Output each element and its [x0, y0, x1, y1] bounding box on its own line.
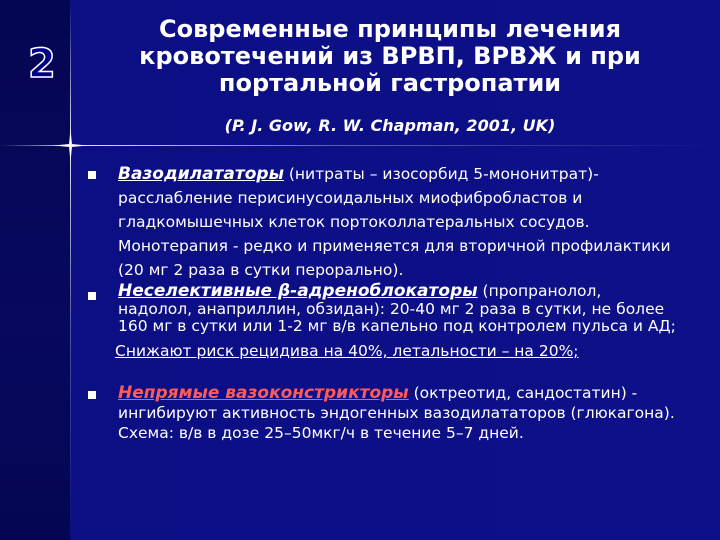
bullet-text-continued: надолол, анаприллин, обзидан): 20-40 мг 2 раза в сутки, не более 160 мг в сутки или 1-2 мг в/в капельно под контролем пульса и АД; — [118, 300, 676, 335]
bullet-text: (октреотид, сандостатин) - ингибируют активность эндогенных вазодилататоров (глюкагона). Схема: в/в в дозе 25–50мкг/ч в течение 5–7 дней. — [118, 384, 675, 442]
bullet-item-vasoconstrictors — [88, 383, 688, 443]
bullet-note: Снижают риск рецидива на 40%, летальности – на 20%; — [115, 342, 579, 360]
square-bullet-icon — [88, 171, 96, 179]
bullet-term: Непрямые вазоконстрикторы — [118, 383, 409, 403]
square-bullet-icon — [88, 391, 96, 399]
bullet-term: Вазодилататоры — [118, 164, 284, 184]
bullet-list — [88, 162, 688, 443]
bullet-text: (нитраты – изосорбид 5-мононитрат)- расслабление перисинусоидальных миофибробластов и гладкомышечных клеток портоколлатеральных сосудов. Монотерапия - редко и применяется для вторичной профилактики (20 мг 2 раза в сутки перорально). — [118, 165, 671, 279]
sparkle-star-icon — [54, 129, 87, 162]
bullet-item-vasodilators — [88, 162, 688, 279]
slide-subtitle-citation: (P. J. Gow, R. W. Chapman, 2001, UK) — [224, 116, 556, 135]
horizontal-divider-line — [0, 145, 720, 146]
square-bullet-icon — [88, 292, 96, 300]
slide-number: 2 — [28, 41, 56, 87]
vertical-divider-line — [70, 0, 71, 540]
slide-title: Современные принципы лечения кровотечений из ВРВП, ВРВЖ и при портальной гастропатии — [139, 15, 641, 97]
bullet-item-beta-blockers — [88, 279, 688, 383]
bullet-term: Неселективные β-адреноблокаторы — [118, 281, 478, 301]
bullet-text: (пропранолол, — [477, 282, 602, 300]
